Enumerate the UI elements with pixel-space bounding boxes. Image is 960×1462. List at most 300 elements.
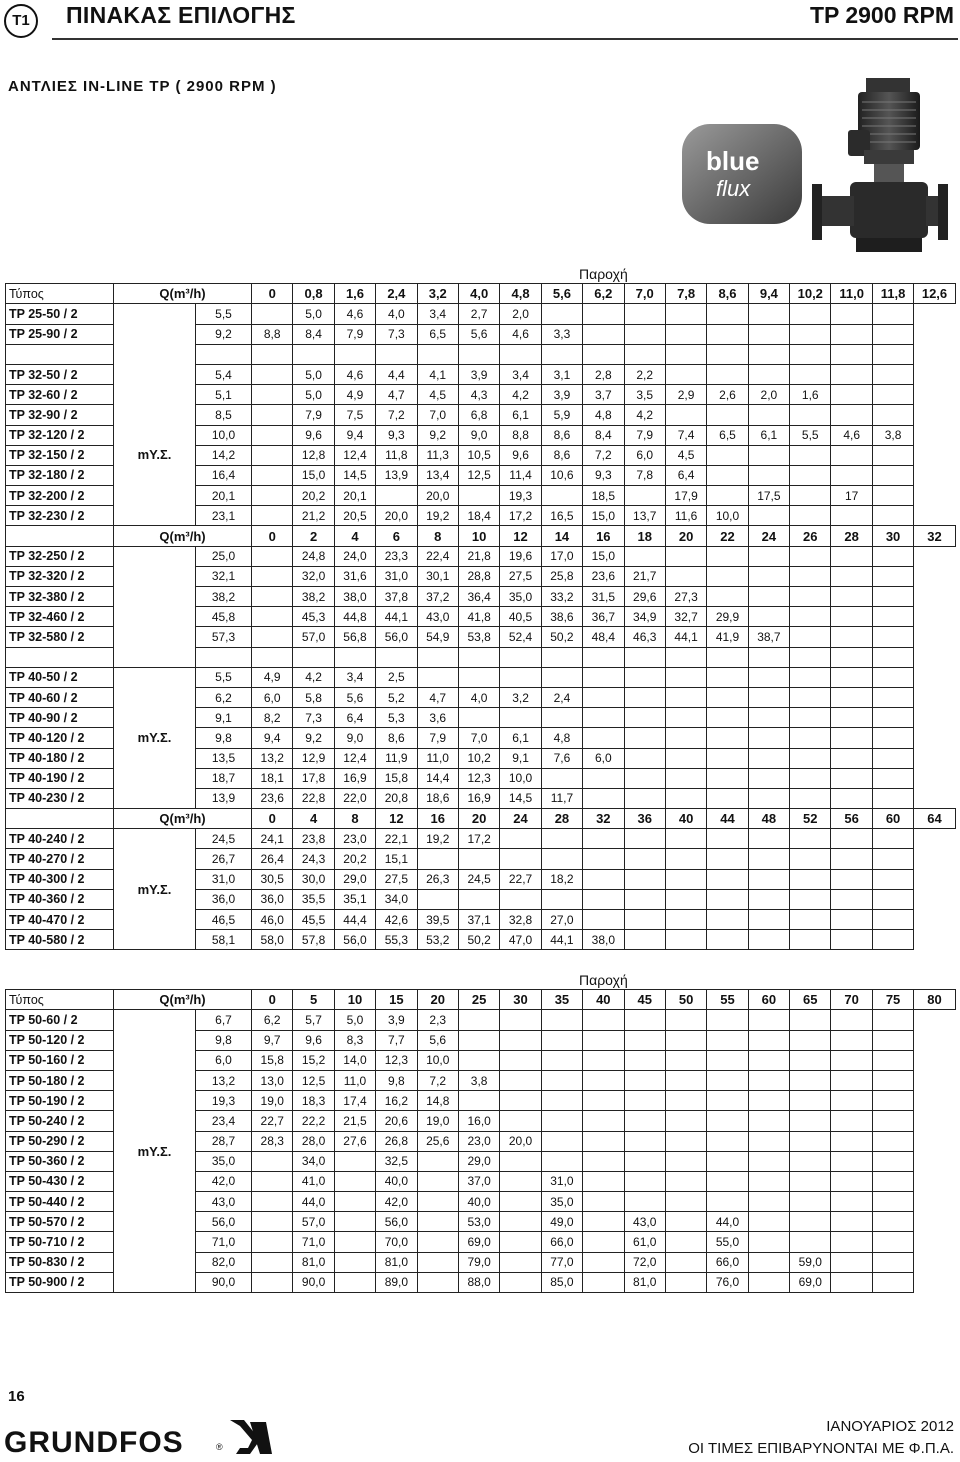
head-value: 7,7 xyxy=(376,1030,417,1050)
head-value xyxy=(872,607,913,627)
head-value xyxy=(707,1050,748,1070)
head-value: 16,5 xyxy=(541,506,582,526)
head-value: 31,0 xyxy=(376,566,417,586)
flow-value: 10 xyxy=(334,990,375,1010)
head-value xyxy=(748,506,789,526)
head-value: 6,1 xyxy=(748,425,789,445)
head-value xyxy=(790,587,831,607)
head-value: 3,5 xyxy=(624,385,665,405)
head-value: 6,4 xyxy=(334,708,375,728)
head-value xyxy=(707,748,748,768)
flow-value: 44 xyxy=(707,809,748,829)
head-value xyxy=(541,1070,582,1090)
head-value xyxy=(790,1171,831,1191)
table-row xyxy=(6,829,956,849)
head-value xyxy=(748,607,789,627)
head-value: 24,1 xyxy=(252,829,293,849)
head-value: 53,0 xyxy=(458,1212,499,1232)
head-value xyxy=(624,889,665,909)
head-value xyxy=(500,1111,541,1131)
head-value: 13,2 xyxy=(196,1070,252,1090)
head-value: 5,8 xyxy=(293,687,334,707)
head-value xyxy=(707,788,748,808)
head-value: 43,0 xyxy=(417,607,458,627)
pump-type: TP 32-320 / 2 xyxy=(6,566,114,586)
head-value: 17,4 xyxy=(334,1091,375,1111)
head-value xyxy=(707,546,748,566)
head-value: 23,1 xyxy=(196,506,252,526)
head-value: 7,9 xyxy=(624,425,665,445)
head-value xyxy=(196,344,252,364)
selection-table-1 xyxy=(5,264,956,950)
head-value: 23,6 xyxy=(252,788,293,808)
head-value: 9,8 xyxy=(376,1070,417,1090)
pump-type: TP 40-240 / 2 xyxy=(6,829,114,849)
section-badge: T1 xyxy=(4,4,38,38)
flow-value: 7,8 xyxy=(665,284,706,304)
head-value: 6,1 xyxy=(500,405,541,425)
head-value xyxy=(872,748,913,768)
flow-value: 25 xyxy=(458,990,499,1010)
head-value: 2,5 xyxy=(376,667,417,687)
grundfos-logo xyxy=(4,1414,274,1460)
head-value: 46,5 xyxy=(196,910,252,930)
head-value xyxy=(458,849,499,869)
head-value: 3,3 xyxy=(541,324,582,344)
pump-type: TP 50-240 / 2 xyxy=(6,1111,114,1131)
head-value: 15,8 xyxy=(376,768,417,788)
pump-type: TP 32-460 / 2 xyxy=(6,607,114,627)
head-value xyxy=(790,1111,831,1131)
head-value xyxy=(665,1272,706,1292)
head-value xyxy=(790,667,831,687)
head-value xyxy=(790,708,831,728)
head-value: 24,5 xyxy=(458,869,499,889)
head-value xyxy=(583,788,624,808)
head-value xyxy=(872,788,913,808)
head-value xyxy=(583,304,624,324)
head-value xyxy=(707,465,748,485)
head-value: 7,6 xyxy=(541,748,582,768)
head-value xyxy=(790,829,831,849)
head-value xyxy=(541,1111,582,1131)
head-value xyxy=(831,1252,872,1272)
head-value xyxy=(872,1091,913,1111)
head-value xyxy=(831,849,872,869)
head-value: 46,0 xyxy=(252,910,293,930)
head-value: 28,3 xyxy=(252,1131,293,1151)
head-value: 23,8 xyxy=(293,829,334,849)
head-value: 8,3 xyxy=(334,1030,375,1050)
pump-type: TP 32-250 / 2 xyxy=(6,546,114,566)
flow-value: 16 xyxy=(417,809,458,829)
head-value: 19,2 xyxy=(417,829,458,849)
head-value: 3,9 xyxy=(376,1010,417,1030)
head-value: 53,2 xyxy=(417,930,458,950)
head-value: 35,0 xyxy=(541,1192,582,1212)
pump-type: TP 40-120 / 2 xyxy=(6,728,114,748)
head-value xyxy=(748,1131,789,1151)
head-value xyxy=(541,829,582,849)
pump-type: TP 32-90 / 2 xyxy=(6,405,114,425)
head-value xyxy=(872,385,913,405)
head-value: 6,7 xyxy=(196,1010,252,1030)
head-value xyxy=(872,687,913,707)
head-value: 7,2 xyxy=(376,405,417,425)
head-value: 2,2 xyxy=(624,364,665,384)
head-value: 90,0 xyxy=(293,1272,334,1292)
head-value xyxy=(458,1010,499,1030)
head-value xyxy=(665,1010,706,1030)
head-value xyxy=(583,728,624,748)
head-value xyxy=(872,1232,913,1252)
head-value xyxy=(417,344,458,364)
head-value xyxy=(583,1050,624,1070)
head-value: 21,8 xyxy=(458,546,499,566)
head-value: 5,6 xyxy=(458,324,499,344)
pump-type: TP 50-160 / 2 xyxy=(6,1050,114,1070)
head-value: 8,6 xyxy=(541,445,582,465)
pump-type: TP 32-50 / 2 xyxy=(6,364,114,384)
head-value xyxy=(541,486,582,506)
head-value xyxy=(500,1212,541,1232)
head-value: 30,0 xyxy=(293,869,334,889)
head-value: 57,8 xyxy=(293,930,334,950)
head-value xyxy=(665,344,706,364)
head-value xyxy=(872,566,913,586)
head-value: 5,0 xyxy=(293,364,334,384)
head-value xyxy=(665,910,706,930)
head-value: 38,7 xyxy=(748,627,789,647)
head-value xyxy=(541,647,582,667)
head-value: 4,9 xyxy=(334,385,375,405)
head-value xyxy=(458,667,499,687)
head-value: 20,8 xyxy=(376,788,417,808)
head-value: 12,4 xyxy=(334,748,375,768)
pump-type: TP 25-50 / 2 xyxy=(6,304,114,324)
head-value xyxy=(665,708,706,728)
head-value: 6,0 xyxy=(583,748,624,768)
head-value: 45,8 xyxy=(196,607,252,627)
head-value xyxy=(748,546,789,566)
head-value xyxy=(831,607,872,627)
head-value xyxy=(624,1192,665,1212)
head-value: 24,8 xyxy=(293,546,334,566)
head-value xyxy=(831,1050,872,1070)
flow-value: 26 xyxy=(790,526,831,546)
head-value xyxy=(624,748,665,768)
head-value: 69,0 xyxy=(458,1232,499,1252)
head-value xyxy=(831,1272,872,1292)
head-value xyxy=(665,1070,706,1090)
head-value xyxy=(872,324,913,344)
head-value xyxy=(583,849,624,869)
head-value: 20,6 xyxy=(376,1111,417,1131)
flow-value: 5 xyxy=(293,990,334,1010)
head-value xyxy=(831,1232,872,1252)
head-value: 19,0 xyxy=(417,1111,458,1131)
head-value: 9,0 xyxy=(334,728,375,748)
head-value xyxy=(541,344,582,364)
head-value xyxy=(583,1212,624,1232)
head-value xyxy=(872,1252,913,1272)
head-value xyxy=(252,364,293,384)
head-value xyxy=(831,465,872,485)
head-value: 15,0 xyxy=(583,506,624,526)
flow-value: 20 xyxy=(417,990,458,1010)
head-value xyxy=(583,324,624,344)
head-value: 9,1 xyxy=(500,748,541,768)
head-value xyxy=(790,486,831,506)
head-value xyxy=(334,1192,375,1212)
head-value: 6,0 xyxy=(196,1050,252,1070)
head-value: 32,0 xyxy=(293,566,334,586)
head-value xyxy=(624,788,665,808)
flow-value: 6,2 xyxy=(583,284,624,304)
head-value xyxy=(872,1272,913,1292)
head-value: 29,9 xyxy=(707,607,748,627)
publication-date: ΙΑΝΟΥΑΡΙΟΣ 2012 xyxy=(826,1418,954,1435)
head-value xyxy=(624,1091,665,1111)
head-value: 8,6 xyxy=(376,728,417,748)
flow-value: 14 xyxy=(541,526,582,546)
flow-value: 4 xyxy=(334,526,375,546)
head-value xyxy=(583,1131,624,1151)
head-value xyxy=(831,566,872,586)
head-value xyxy=(583,344,624,364)
head-value xyxy=(831,1091,872,1111)
head-value: 4,2 xyxy=(500,385,541,405)
head-value: 4,9 xyxy=(252,667,293,687)
head-value xyxy=(831,1171,872,1191)
head-value xyxy=(831,1192,872,1212)
head-value: 4,2 xyxy=(293,667,334,687)
flow-value: 8 xyxy=(417,526,458,546)
head-value: 41,0 xyxy=(293,1171,334,1191)
head-value: 18,2 xyxy=(541,869,582,889)
head-value: 13,7 xyxy=(624,506,665,526)
svg-text:®: ® xyxy=(216,1442,223,1452)
pump-type xyxy=(6,647,114,667)
head-value: 40,5 xyxy=(500,607,541,627)
head-value xyxy=(748,405,789,425)
pump-type: TP 40-90 / 2 xyxy=(6,708,114,728)
head-value: 36,0 xyxy=(196,889,252,909)
head-value: 38,2 xyxy=(293,587,334,607)
flow-value: 0 xyxy=(252,809,293,829)
head-value: 7,5 xyxy=(334,405,375,425)
head-value: 9,2 xyxy=(293,728,334,748)
head-value xyxy=(541,1050,582,1070)
flow-value: 35 xyxy=(541,990,582,1010)
head-value xyxy=(665,667,706,687)
pump-type: TP 40-470 / 2 xyxy=(6,910,114,930)
head-value: 8,4 xyxy=(293,324,334,344)
head-value: 81,0 xyxy=(624,1272,665,1292)
head-value xyxy=(252,1232,293,1252)
head-value: 34,9 xyxy=(624,607,665,627)
head-value: 3,8 xyxy=(458,1070,499,1090)
head-value: 18,7 xyxy=(196,768,252,788)
head-value xyxy=(624,768,665,788)
head-value: 3,1 xyxy=(541,364,582,384)
head-value xyxy=(831,788,872,808)
head-value xyxy=(417,1192,458,1212)
head-value xyxy=(872,627,913,647)
header-rule xyxy=(52,38,958,40)
spacer xyxy=(6,970,114,990)
head-value xyxy=(417,1232,458,1252)
head-value xyxy=(831,930,872,950)
head-value: 4,3 xyxy=(458,385,499,405)
flow-value: 8 xyxy=(334,809,375,829)
flow-value: 9,4 xyxy=(748,284,789,304)
flow-unit-label: Q(m³/h) xyxy=(114,809,252,829)
head-value: 35,5 xyxy=(293,889,334,909)
head-value: 9,8 xyxy=(196,728,252,748)
head-value xyxy=(500,1151,541,1171)
head-value xyxy=(500,667,541,687)
head-value: 40,0 xyxy=(458,1192,499,1212)
head-value xyxy=(252,425,293,445)
head-value xyxy=(541,667,582,687)
flow-value: 12 xyxy=(376,809,417,829)
flow-value: 11,8 xyxy=(872,284,913,304)
flow-unit-label: Q(m³/h) xyxy=(114,526,252,546)
head-value: 2,7 xyxy=(458,304,499,324)
head-value xyxy=(665,1030,706,1050)
head-value: 38,0 xyxy=(583,930,624,950)
head-value: 56,0 xyxy=(196,1212,252,1232)
head-value: 2,8 xyxy=(583,364,624,384)
head-value xyxy=(252,304,293,324)
head-value: 4,0 xyxy=(458,687,499,707)
head-value: 25,8 xyxy=(541,566,582,586)
head-value xyxy=(790,1050,831,1070)
head-value: 9,4 xyxy=(334,425,375,445)
flow-value: 24 xyxy=(748,526,789,546)
head-value: 11,0 xyxy=(334,1070,375,1090)
flow-value: 10,2 xyxy=(790,284,831,304)
head-value: 11,4 xyxy=(500,465,541,485)
head-value xyxy=(583,708,624,728)
pump-type xyxy=(6,526,114,546)
head-value: 18,1 xyxy=(252,768,293,788)
selection-table-2 xyxy=(5,970,956,1293)
head-value xyxy=(583,1252,624,1272)
head-value xyxy=(500,829,541,849)
head-value xyxy=(458,708,499,728)
head-value: 7,9 xyxy=(417,728,458,748)
head-value xyxy=(624,1010,665,1030)
head-value: 2,3 xyxy=(417,1010,458,1030)
head-value xyxy=(872,1030,913,1050)
head-value xyxy=(583,647,624,667)
head-value xyxy=(872,506,913,526)
head-value xyxy=(624,647,665,667)
flow-value: 40 xyxy=(665,809,706,829)
head-value: 9,0 xyxy=(458,425,499,445)
head-value: 27,0 xyxy=(541,910,582,930)
head-value xyxy=(831,728,872,748)
head-value: 3,9 xyxy=(458,364,499,384)
head-value xyxy=(707,910,748,930)
head-value xyxy=(583,1091,624,1111)
head-value: 9,6 xyxy=(293,425,334,445)
head-value xyxy=(707,364,748,384)
head-value: 18,4 xyxy=(458,506,499,526)
vat-note: ΟΙ ΤΙΜΕΣ ΕΠΙΒΑΡΥΝΟΝΤΑΙ ΜΕ Φ.Π.Α. xyxy=(688,1440,954,1457)
pump-type: TP 50-120 / 2 xyxy=(6,1030,114,1050)
head-value xyxy=(500,1171,541,1191)
head-value xyxy=(748,465,789,485)
head-value: 4,6 xyxy=(500,324,541,344)
head-value xyxy=(748,849,789,869)
flow-value: 30 xyxy=(872,526,913,546)
head-value xyxy=(707,667,748,687)
head-value: 79,0 xyxy=(458,1252,499,1272)
head-value: 17,5 xyxy=(748,486,789,506)
head-value: 47,0 xyxy=(500,930,541,950)
head-value xyxy=(831,405,872,425)
head-value xyxy=(831,324,872,344)
flow-value: 8,6 xyxy=(707,284,748,304)
spacer xyxy=(6,264,114,284)
head-value: 19,3 xyxy=(500,486,541,506)
head-value xyxy=(196,647,252,667)
head-unit-label: mΥ.Σ. xyxy=(114,304,196,526)
flow-value: 28 xyxy=(541,809,582,829)
head-value: 22,1 xyxy=(376,829,417,849)
head-value: 31,0 xyxy=(541,1171,582,1191)
flow-value: 22 xyxy=(707,526,748,546)
head-value xyxy=(748,1151,789,1171)
head-value xyxy=(748,728,789,748)
head-value xyxy=(790,1131,831,1151)
head-value: 14,4 xyxy=(417,768,458,788)
head-value xyxy=(707,647,748,667)
head-value xyxy=(707,1171,748,1191)
spacer xyxy=(196,970,252,990)
pump-type: TP 50-440 / 2 xyxy=(6,1192,114,1212)
flow-value: 6 xyxy=(376,526,417,546)
flow-value: 40 xyxy=(583,990,624,1010)
pump-type: TP 32-230 / 2 xyxy=(6,506,114,526)
head-unit-label: mΥ.Σ. xyxy=(114,1010,196,1293)
head-value: 4,7 xyxy=(376,385,417,405)
head-value: 6,2 xyxy=(252,1010,293,1030)
flow-value: 4,0 xyxy=(458,284,499,304)
head-value: 4,4 xyxy=(376,364,417,384)
head-value: 17,2 xyxy=(500,506,541,526)
page-header xyxy=(0,0,960,40)
head-value: 8,8 xyxy=(500,425,541,445)
pump-type: TP 40-300 / 2 xyxy=(6,869,114,889)
head-value xyxy=(748,708,789,728)
head-value xyxy=(665,829,706,849)
head-value: 25,6 xyxy=(417,1131,458,1151)
head-value: 32,8 xyxy=(500,910,541,930)
head-value xyxy=(417,1171,458,1191)
head-value: 5,7 xyxy=(293,1010,334,1030)
flow-label: Παροχή xyxy=(252,970,956,990)
head-value: 36,0 xyxy=(252,889,293,909)
flow-value: 11,0 xyxy=(831,284,872,304)
head-value xyxy=(252,1192,293,1212)
head-value xyxy=(872,1171,913,1191)
head-value xyxy=(707,1010,748,1030)
head-value: 24,0 xyxy=(334,546,375,566)
